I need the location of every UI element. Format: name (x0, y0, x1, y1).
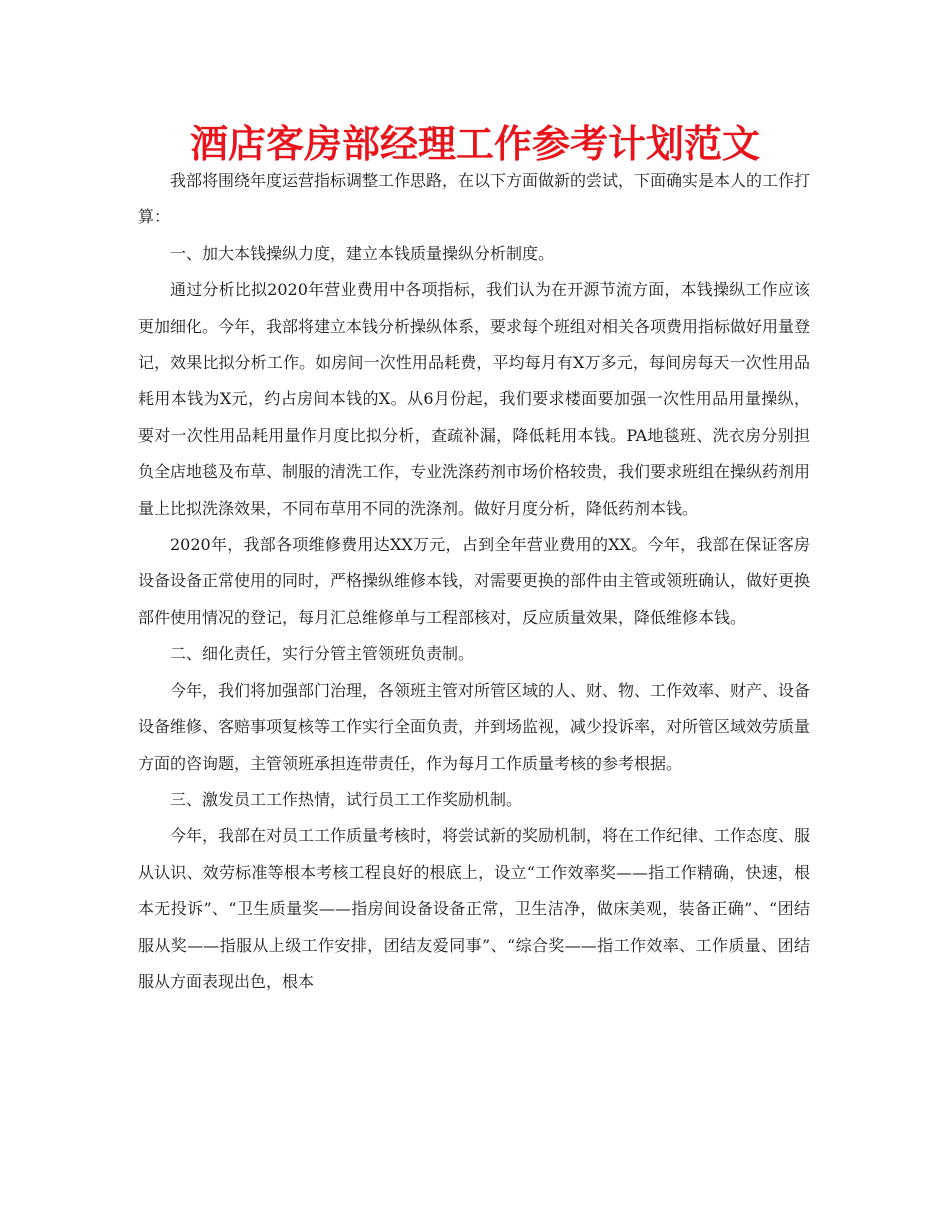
paragraph-heading-3: 三、激发员工工作热情，试行员工工作奖励机制。 (170, 789, 523, 809)
paragraph-maintenance: 2020年，我部各项维修费用达XX万元，占到全年营业费用的XX。今年，我部在保证客房设备设备正常使用的同时，严格操纵维修本钱，对需要更换的部件由主管或领班确认，做好更换部件使用情况的登记，每月汇总维修单与工程部核对，反应质量效果，降低维修本钱。 (138, 535, 811, 627)
paragraph-intro: 我部将围绕年度运营指标调整工作思路，在以下方面做新的尝试，下面确实是本人的工作打算： (138, 171, 811, 227)
paragraph-heading-1: 一、加大本钱操纵力度，建立本钱质量操纵分析制度。 (170, 243, 555, 263)
document-title: 酒店客房部经理工作参考计划范文 (189, 122, 760, 166)
document-body (138, 163, 810, 1000)
paragraph-cost-analysis: 通过分析比拟2020年营业费用中各项指标，我们认为在开源节流方面，本钱操纵工作应该更加细化。今年，我部将建立本钱分析操纵体系，要求每个班组对相关各项费用指标做好用量登记，效果比拟分析工作。如房间一次性用品耗费，平均每月有X万多元，每间房每天一次性用品耗用本钱为X元，约占房间本钱的X。从6月份起，我们要求楼面要加强一次性用品用量操纵，要对一次性用品耗用量作月度比拟分析，查疏补漏，降低耗用本钱。PA地毯班、洗衣房分别担负全店地毯及布草、制服的清洗工作，专业洗涤药剂市场价格较贵，我们要求班组在操纵药剂用量上比拟洗涤效果，不同布草用不同的洗涤剂。做好月度分析，降低药剂本钱。 (138, 280, 811, 518)
paragraph-heading-2: 二、细化责任，实行分管主管领班负责制。 (170, 644, 475, 664)
paragraph-responsibility: 今年，我们将加强部门治理，各领班主管对所管区域的人、财、物、工作效率、财产、设备设备维修、客赔事项复核等工作实行全面负责，并到场监视，减少投诉率，对所管区域效劳质量方面的咨询题，主管领班承担连带责任，作为每月工作质量考核的参考根据。 (138, 680, 811, 773)
paragraph-incentives: 今年，我部在对员工工作质量考核时，将尝试新的奖励机制，将在工作纪律、工作态度、服从认识、效劳标准等根本考核工程良好的根底上，设立“工作效率奖——指工作精确，快速，根本无投诉”、“卫生质量奖——指房间设备设备正常，卫生洁净，做床美观，装备正确”、“团结服从奖——指服从上级工作安排，团结友爱同事”、“综合奖——指工作效率、工作质量、团结服从方面表现出色，根本 (138, 826, 811, 991)
